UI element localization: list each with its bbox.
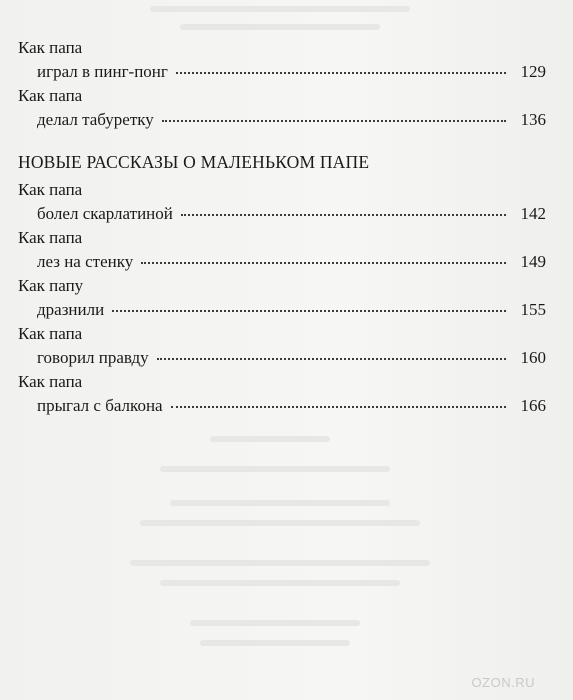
toc-entry (18, 178, 546, 226)
toc-entry-title: прыгал с балкона (37, 396, 163, 415)
toc-entry (18, 370, 546, 418)
show-through-text (180, 24, 380, 30)
dot-leader (181, 213, 506, 216)
toc-entry-title: играл в пинг-понг (37, 62, 168, 81)
toc-entry-title: болел скарлатиной (37, 204, 173, 223)
toc-entry (18, 274, 546, 322)
toc-page-number: 160 (520, 348, 546, 367)
toc-page-number: 149 (520, 252, 546, 271)
table-of-contents (18, 36, 546, 418)
dot-leader (176, 71, 506, 74)
toc-entry (18, 226, 546, 274)
toc-entry (18, 36, 546, 84)
toc-entry (18, 322, 546, 370)
show-through-text (210, 436, 330, 442)
dot-leader (157, 357, 506, 360)
toc-entry-line1: Как папа (18, 324, 83, 343)
toc-page-number: 155 (520, 300, 546, 319)
dot-leader (171, 405, 506, 408)
toc-entry-title: дразнили (37, 300, 105, 319)
toc-entry-title: лез на стенку (37, 252, 134, 271)
toc-entry-line1: Как папа (18, 86, 83, 105)
toc-page-number: 166 (520, 396, 546, 415)
dot-leader (141, 261, 506, 264)
show-through-text (130, 560, 430, 566)
show-through-text (160, 580, 400, 586)
toc-entry (18, 84, 546, 132)
section-heading: НОВЫЕ РАССКАЗЫ О МАЛЕНЬКОМ ПАПЕ (18, 152, 370, 172)
dot-leader (162, 119, 506, 122)
toc-page-number: 136 (520, 110, 546, 129)
show-through-text (190, 620, 360, 626)
toc-entry-line1: Как папа (18, 180, 83, 199)
show-through-text (200, 640, 350, 646)
watermark: OZON.RU (471, 675, 535, 690)
show-through-text (150, 6, 410, 12)
show-through-text (140, 520, 420, 526)
toc-page-number: 142 (520, 204, 546, 223)
toc-entry-title: говорил правду (37, 348, 149, 367)
toc-entry-title: делал табуретку (37, 110, 154, 129)
show-through-text (170, 500, 390, 506)
toc-page-number: 129 (520, 62, 546, 81)
toc-entry-line1: Как папу (18, 276, 84, 295)
toc-entry-line1: Как папа (18, 372, 83, 391)
toc-entry-line1: Как папа (18, 228, 83, 247)
show-through-text (160, 466, 390, 472)
dot-leader (112, 309, 506, 312)
toc-entry-line1: Как папа (18, 38, 83, 57)
